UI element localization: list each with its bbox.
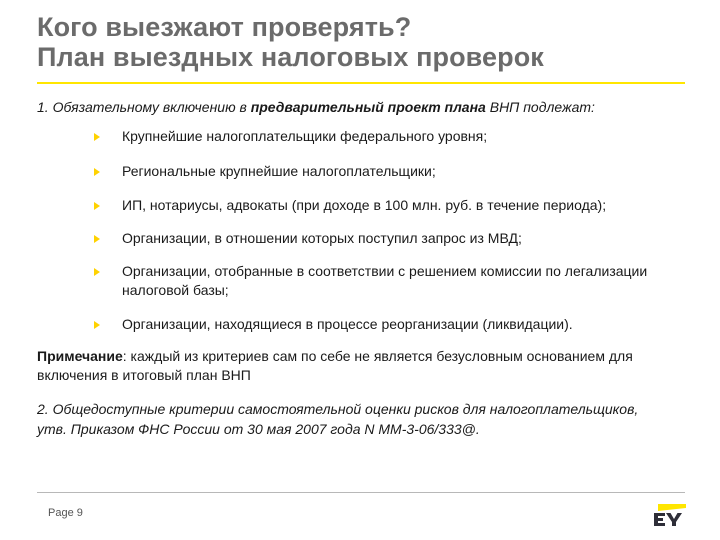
list-item [94,127,674,146]
note-paragraph [37,347,657,385]
page-title [37,12,697,72]
list-item-text: Организации, отобранные в соответствии с решением комиссии по легализации налоговой базы; [122,263,648,298]
note-label: Примечание [37,348,123,364]
list-item [94,315,674,334]
list-item-text: Региональные крупнейшие налогоплательщики; [122,163,436,179]
bullet-arrow-icon [94,321,100,329]
title-divider [37,82,685,84]
note-text: : каждый из критериев сам по себе не является безусловным основанием для включения в итоговый план ВНП [37,348,633,383]
bullet-arrow-icon [94,202,100,210]
list-item [94,196,674,215]
title-line-2: План выездных налоговых проверок [37,42,544,72]
intro-suffix: ВНП подлежат: [485,99,595,115]
intro-prefix: 1. Обязательному включению в [37,99,251,115]
criteria-paragraph: 2. Общедоступные критерии самостоятельной оценки рисков для налогоплательщиков, утв. Приказом ФНС России от 30 мая 2007 года N ММ-3-06/333@. [37,401,639,437]
title-line-1: Кого выезжают проверять? [37,12,412,42]
list-item-text: Крупнейшие налогоплательщики федерального уровня; [122,128,488,144]
footer-divider [37,492,685,493]
intro-paragraph [37,98,697,116]
list-item [94,262,674,300]
bullet-arrow-icon [94,235,100,243]
ey-logo [652,504,686,526]
list-item [94,229,674,248]
list-item-text: ИП, нотариусы, адвокаты (при доходе в 100 млн. руб. в течение периода); [122,197,607,213]
list-item-text: Организации, находящиеся в процессе реорганизации (ликвидации). [122,316,573,332]
bullet-arrow-icon [94,268,100,276]
intro-emphasis: предварительный проект плана [250,99,486,115]
list-item-text: Организации, в отношении которых поступил запрос из МВД; [122,230,522,246]
bullet-arrow-icon [94,168,100,176]
page-number: Page 9 [48,507,83,519]
bullet-arrow-icon [94,133,100,141]
list-item [94,162,674,181]
